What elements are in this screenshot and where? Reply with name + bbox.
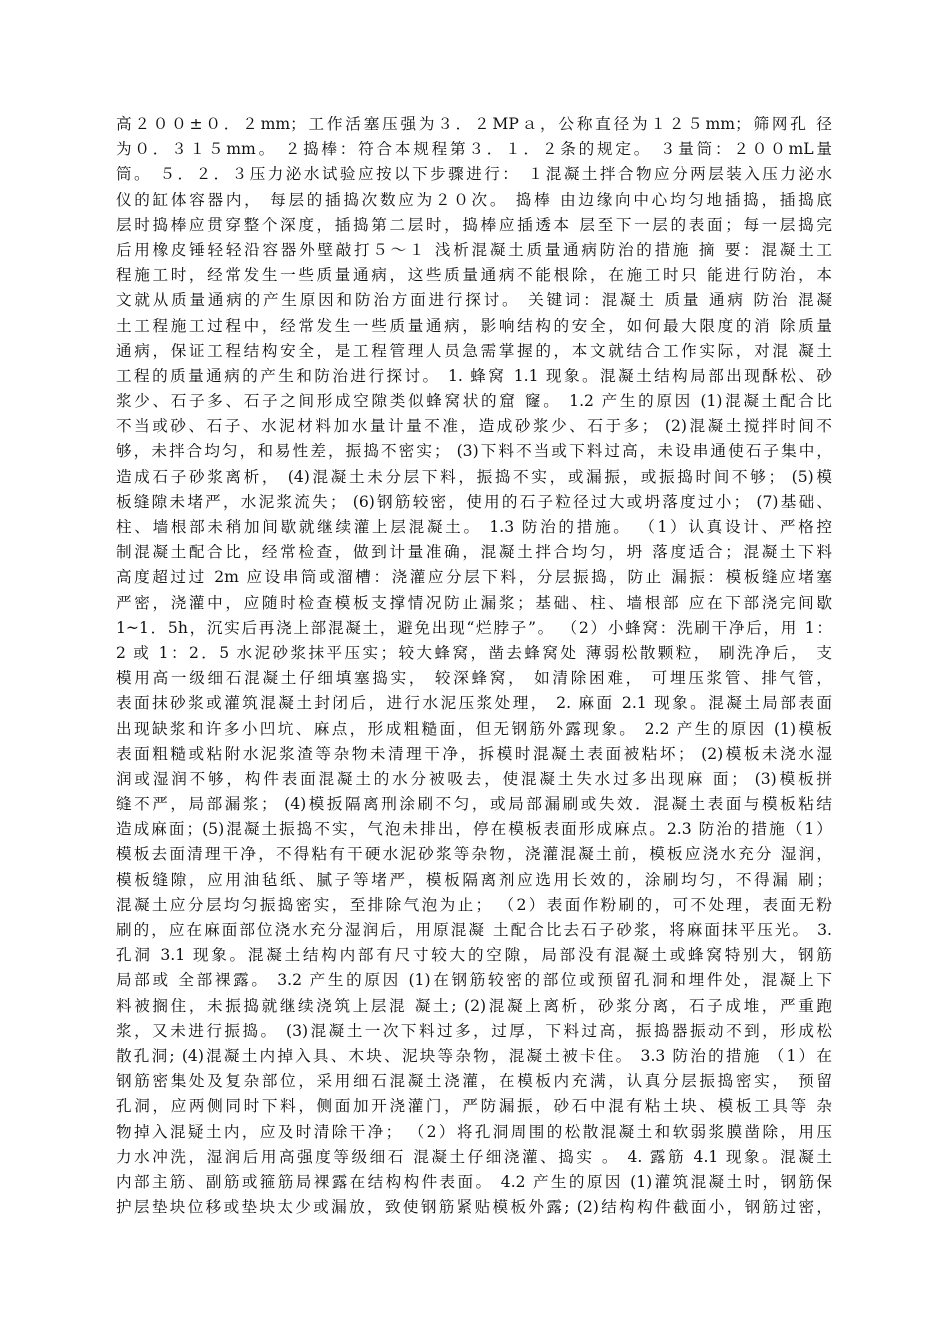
text-line: 造成石子砂浆离析， (4)混凝土未分层下料，振捣不实，或漏振，或振捣时间不够； (5)模 <box>116 467 832 486</box>
text-line: 力水冲洗，湿润后用高强度等级细石 混凝土仔细浇灌、捣实 。 4. 露筋 4.1 现象。混凝土 <box>116 1147 832 1166</box>
text-line: 高２００±０．２mm；工作活塞压强为３．２MPａ，公称直径为１２５mm；筛网孔 径 <box>116 115 832 133</box>
text-line: 混凝土应分层均匀振捣密实，至排除气泡为止； （2）表面作粉刷的，可不处理，表面无粉 <box>116 895 832 914</box>
text-line: 层时捣棒应贯穿整个深度，插捣第二层时，捣棒应插透本 层至下一层的表面；每一层捣完 <box>116 215 832 234</box>
text-line: 出现缺浆和许多小凹坑、麻点，形成粗糙面，但无钢筋外露现象。 2.2 产生的原因 (1)模板 <box>116 719 832 738</box>
text-line: 模板缝隙，应用油毡纸、腻子等堵严，模板隔离剂应选用长效的，涂刷均匀，不得漏 刷； <box>116 870 832 889</box>
text-line: 料被搁住，未振捣就继续浇筑上层混 凝土; (2)混凝上离析，砂浆分离，石子成堆，严重跑 <box>116 996 832 1015</box>
text-line: 仪的缸体容器内， 每层的插捣次数应为２０次。 捣棒 由边缘向中心均匀地插捣，插捣底 <box>116 190 832 209</box>
text-line: 2 或 1：2．5 水泥砂浆抹平压实；较大蜂窝，凿去蜂窝处 薄弱松散颗粒， 刷洗净后， 支 <box>116 643 832 662</box>
text-line: 够，未拌合均匀，和易性差，振捣不密实； (3)下料不当或下料过高，未设串通使石子集中， <box>116 442 832 461</box>
text-line: 缝不严，局部漏浆； (4)模扳隔离刑涂刷不匀，或局部漏刷或失效．混凝土表面与模板粘结 <box>116 795 832 814</box>
text-line: 制混凝土配合比，经常检查，做到计量准确，混凝土拌合均匀，坍 落度适合；混凝土下料 <box>116 543 832 562</box>
text-line: 局部或 全部裸露。 3.2 产生的原因 (1)在钢筋较密的部位或预留孔洞和埋件处，混凝上下 <box>116 971 832 990</box>
document-body <box>116 112 832 1220</box>
text-line: 表面抹砂浆或灌筑混凝土封闭后，进行水泥压浆处理， 2. 麻面 2.1 现象。混凝土局部表面 <box>116 694 832 713</box>
text-line: 造成麻面；(5)混凝土振捣不实，气泡未排出，停在模板表面形成麻点。2.3 防治的措施（1） <box>116 820 832 839</box>
text-line: 通病，保证工程结构安全，是工程管理人员急需掌握的，本文就结合工作实际，对混 凝土 <box>116 341 832 360</box>
text-line: 模板去面清理干净，不得粘有干硬水泥砂浆等杂物，浇灌混凝土前，模板应浇水充分 湿润， <box>116 845 832 864</box>
text-line: 土工程施工过程中，经常发生一些质量通病，影响结构的安全，如何最大限度的消 除质量 <box>116 316 832 335</box>
text-line: 内部主筋、副筋或箍筋局裸露在结构构件表面。 4.2 产生的原因 (1)灌筑混凝土时，钢筋保 <box>116 1172 832 1191</box>
text-line: 物掉入混疑土内，应及时清除干净； （2）将孔洞周围的松散混凝土和软弱浆膜凿除，用压 <box>116 1122 832 1141</box>
text-line: 严密，浇灌中，应随时检查模板支撑情况防止漏浆；基础、柱、墙根部 应在下部浇完间歇 <box>116 593 832 612</box>
text-line: 文就从质量通病的产生原因和防治方面进行探讨。 关键词：混凝土 质量 通病 防治 混凝 <box>116 291 832 310</box>
text-line: 1~1．5h，沉实后再浇上部混凝土，避免出现“烂脖子”。 （2）小蜂窝：洗刷干净后，用 1： <box>116 618 832 637</box>
text-line: 护层垫块位移或垫块太少或漏放，致使钢筋紧贴模板外露; (2)结构构件截面小，钢筋过密， <box>116 1198 832 1217</box>
text-line: 模用高一级细石混凝土仔细填塞捣实， 较深蜂窝， 如清除困难， 可埋压浆管、排气管， <box>116 669 832 688</box>
text-line: 柱、墙根部未稍加间歇就继续灌上层混凝土。 1.3 防治的措施。 （1）认真设计、严格控 <box>116 518 832 536</box>
text-line: 浆少、石子多、石子之间形成空隙类似蜂窝状的窟 窿。 1.2 产生的原因 (1)混凝土配合比 <box>116 392 832 411</box>
text-line: 孔洞，应两侧同时下料，侧面加开浇灌门，严防漏振，砂石中混有粘土块、模板工具等 杂 <box>116 1097 832 1116</box>
text-line: 为０．３１５mm。 ２捣棒：符合本规程第３．１．２条的规定。 ３量筒：２００mL量 <box>116 140 832 159</box>
text-line: 后用橡皮锤轻轻沿容器外壁敲打５～１ 浅析混凝土质量通病防治的措施 摘 要：混凝土工 <box>116 240 832 259</box>
text-line: 筒。 ５．２．３压力泌水试验应按以下步骤进行： １混凝土拌合物应分两层装入压力泌水 <box>116 165 832 184</box>
text-line: 孔洞 3.1 现象。混凝土结构内部有尺寸较大的空隙，局部没有混凝土或蜂窝特别大，钢筋 <box>116 946 832 965</box>
text-line: 高度超过过 2m 应设串筒或溜槽：浇灌应分层下料，分层振捣，防止 漏振：模板缝应堵塞 <box>116 568 832 587</box>
text-line: 散孔洞; (4)混凝土内掉入具、木块、泥块等杂物，混凝土被卡住。 3.3 防治的措施 （1）在 <box>116 1046 832 1065</box>
text-line: 不当或砂、石子、水泥材料加水量计量不准，造成砂浆少、石于多； (2)混凝土搅拌时间不 <box>116 417 832 436</box>
text-line: 板缝隙未堵严，水泥浆流失； (6)钢筋较密，使用的石子粒径过大或坍落度过小； (7)基础、 <box>116 492 832 511</box>
text-line: 钢筋密集处及复杂部位，采用细石混凝土浇灌，在模板内充满，认真分层振捣密实， 预留 <box>116 1072 832 1091</box>
text-line: 工程的质量通病的产生和防治进行探讨。 1. 蜂窝 1.1 现象。混凝土结构局部出现酥松、砂 <box>116 366 832 385</box>
text-line: 程施工时，经常发生一些质量通病，这些质量通病不能根除，在施工时只 能进行防治，本 <box>116 266 832 285</box>
text-line: 刷的，应在麻面部位浇水充分湿润后，用原混凝 土配合比去石子砂浆，将麻面抹平压光。 3. <box>116 921 832 939</box>
text-line: 润或湿润不够，构件表面混凝土的水分被吸去，使混凝土失水过多出现麻 面； (3)模板拼 <box>116 769 832 788</box>
text-line: 浆，又未进行振捣。 (3)混凝土一次下料过多，过厚，下料过高，振捣器振动不到，形成松 <box>116 1021 832 1040</box>
text-line: 表面粗糙或粘附水泥浆渣等杂物未清理干净，拆模时混凝土表面被粘坏； (2)模板未浇水湿 <box>116 744 832 763</box>
